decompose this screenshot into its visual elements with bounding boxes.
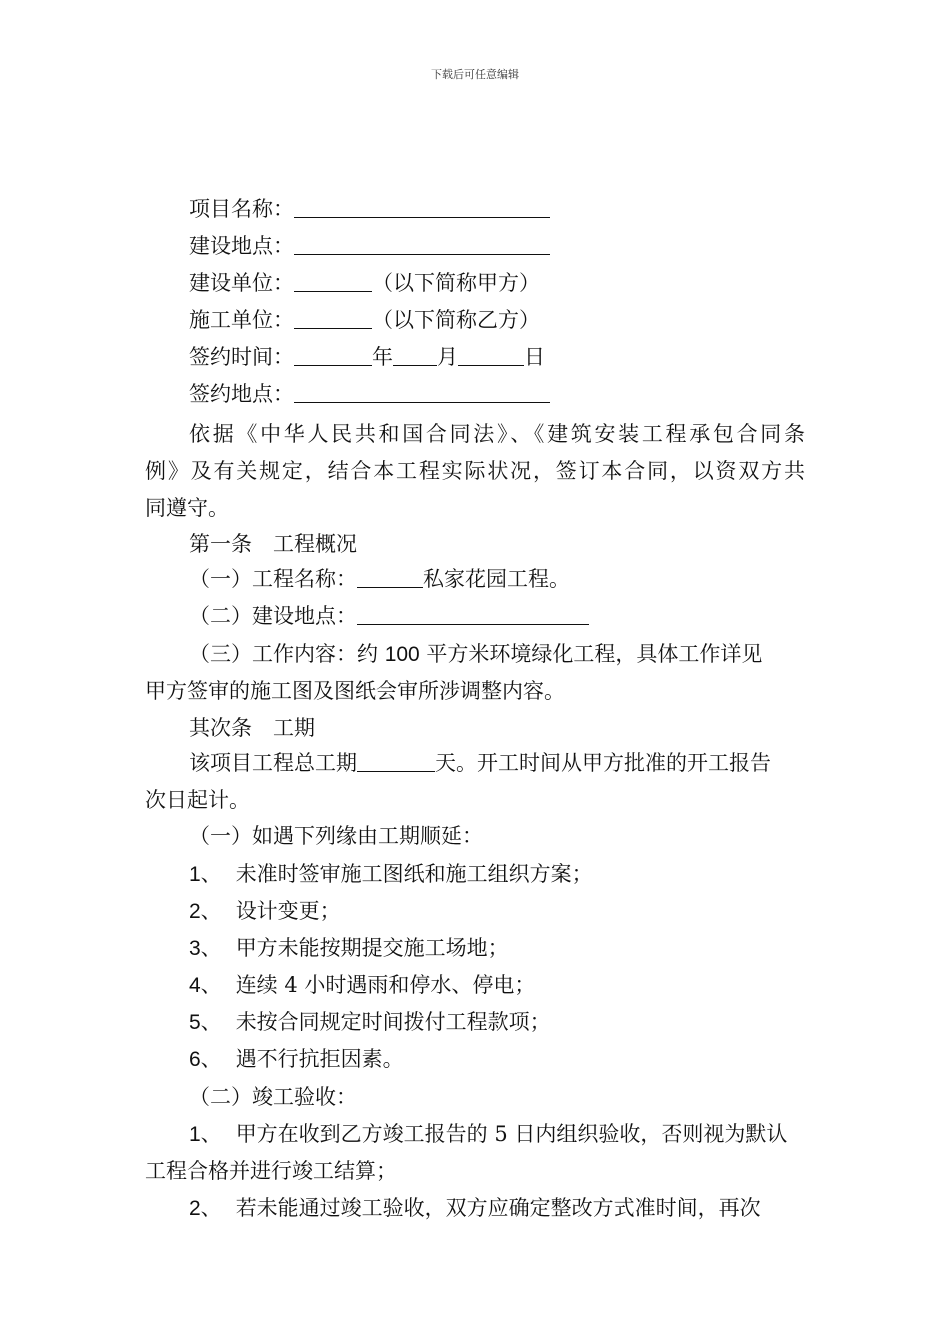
intro-line-2: 例》及有关规定，结合本工程实际状况，签订本合同，以资双方共 [145,459,805,483]
contractor-line [189,307,540,333]
acceptance-item-2-line-1: 2、 若未能通过竣工验收，双方应确定整改方式准时间，再次 [189,1196,761,1220]
article2-line-1: 该项目工程总工期 天。开工时间从甲方批准的开工报告 [189,751,771,775]
article1-item3-line-2: 甲方签审的施工图及图纸会审所涉调整内容。 [145,679,565,703]
year-label: 年 [372,345,393,369]
sign-time-line [189,344,545,370]
site-line [189,233,550,259]
intro-line-3: 同遵守。 [145,496,229,520]
article2-title: 其次条 工期 [189,716,315,740]
page-header: 下载后可任意编辑 [431,68,519,81]
owner-label: 建设单位： [189,271,294,295]
contractor-blank [294,308,372,329]
site-blank [294,234,550,255]
site-label-2: （二）建设地点： [189,604,357,628]
sign-place-label: 签约地点： [189,382,294,406]
reason-item: 6、 遇不行抗拒因素。 [189,1047,404,1071]
acceptance-item-1-line-2: 工程合格并进行竣工结算； [145,1159,397,1183]
reason-item: 4、 连续 4 小时遇雨和停水、停电； [189,973,536,997]
day-label: 日 [524,345,545,369]
article1-item1 [189,566,570,592]
reason-item: 2、 设计变更； [189,899,341,923]
owner-blank [294,271,372,292]
article1-item2 [189,603,589,629]
intro-line-1: 依据《中华人民共和国合同法》、《建筑安装工程承包合同条 [189,422,805,446]
reason-item: 5、 未按合同规定时间拨付工程款项； [189,1010,551,1034]
project-name-value: 私家花园工程。 [423,567,570,591]
extension-title: （一）如遇下列缘由工期顺延： [189,824,483,848]
day-blank [458,345,524,366]
duration-blank [357,751,435,772]
article1-title: 第一条 工程概况 [189,532,357,556]
project-name-blank-2 [357,567,423,588]
article2-line-2: 次日起计。 [145,788,250,812]
month-blank [393,345,437,366]
project-name-blank [294,197,550,218]
acceptance-title: （二）竣工验收： [189,1085,357,1109]
contractor-note: （以下简称乙方） [372,308,540,332]
month-label: 月 [437,345,458,369]
site-label: 建设地点： [189,234,294,258]
owner-note: （以下简称甲方） [372,271,540,295]
reason-item: 3、 甲方未能按期提交施工场地； [189,936,509,960]
year-blank [294,345,372,366]
project-name-line [189,196,550,222]
contractor-label: 施工单位： [189,308,294,332]
reason-item: 1、 未准时签审施工图纸和施工组织方案； [189,862,593,886]
sign-place-line [189,381,550,407]
project-name-label-2: （一）工程名称： [189,567,357,591]
acceptance-item-1-line-1: 1、 甲方在收到乙方竣工报告的 5 日内组织验收，否则视为默认 [189,1122,788,1146]
owner-line [189,270,540,296]
site-blank-2 [357,604,589,625]
article1-item3-line-1: （三）工作内容：约 100 平方米环境绿化工程，具体工作详见 [189,642,763,666]
sign-time-label: 签约时间： [189,345,294,369]
sign-place-blank [294,382,550,403]
project-name-label: 项目名称： [189,197,294,221]
